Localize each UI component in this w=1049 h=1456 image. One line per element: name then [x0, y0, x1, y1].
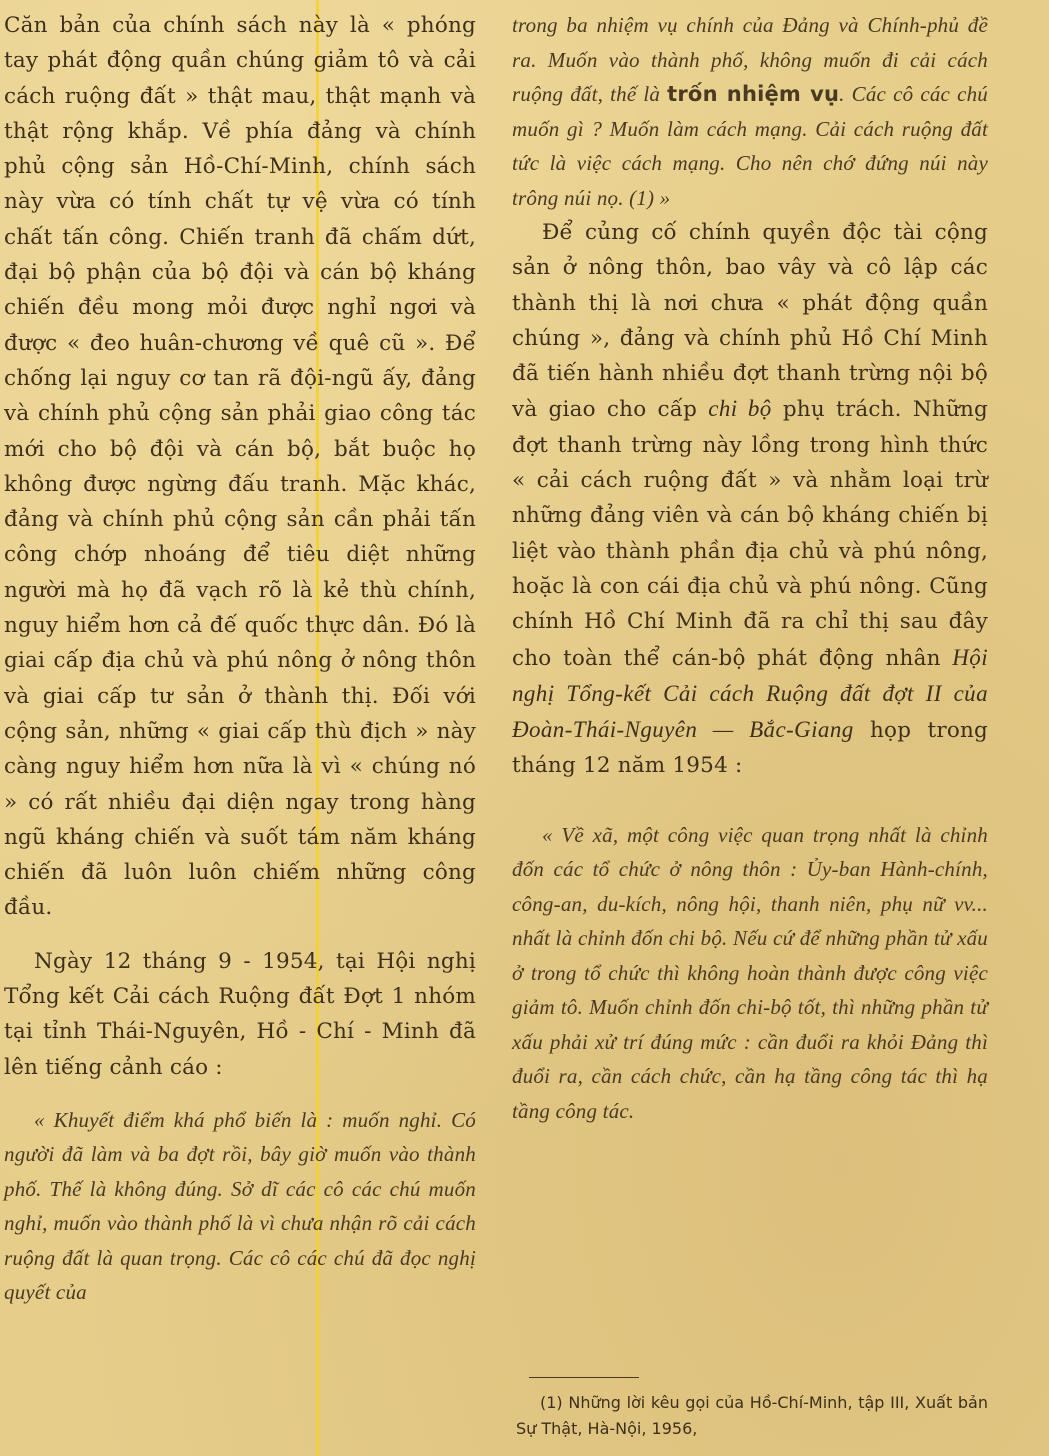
- left-paragraph-2: Ngày 12 tháng 9 - 1954, tại Hội nghị Tổng kết Cải cách Ruộng đất Đợt 1 nhóm tại tỉnh Thái-Nguyên, Hồ - Chí - Minh đã lên tiếng cảnh cáo :: [4, 948, 476, 1080]
- footnote-rule: [529, 1377, 639, 1378]
- right-p2-italic-2: Hội nghị Tổng-kết Cải cách Ruộng đất đợt II của Đoàn-Thái-Nguyên — Bắc-Giang: [512, 644, 988, 743]
- right-p2-part-e: họp trong tháng 12 năm 1954 :: [512, 718, 988, 779]
- left-paragraph-1: Căn bản của chính sách này là « phóng tay phát động quần chúng giảm tô và cải cách ruộng đất » thật mau, thật mạnh và thật rộng khắp. Về phía đảng và chính phủ cộng sản Hồ-Chí-Minh, chính sách này vừa có tính chất tự vệ vừa có tính chất tấn công. Chiến tranh đã chấm dứt, đại bộ phận của bộ đội và cán bộ kháng chiến đều mong mỏi được nghỉ ngơi và được « đeo huân-chương về quê cũ ». Để chống lại nguy cơ tan rã đội-ngũ ấy, đảng và chính phủ cộng sản phải giao công tác mới cho bộ đội và cán bộ, bắt buộc họ không được ngừng đấu tranh. Mặc khác, đảng và chính phủ cộng sản cần phải tấn công chớp nhoáng để tiêu diệt những người mà họ đã vạch rõ là kẻ thù chính, nguy hiểm hơn cả đế quốc thực dân. Đó là giai cấp địa chủ và phú nông ở nông thôn và giai cấp tư sản ở thành thị. Đối với cộng sản, những « giai cấp thù địch » này càng nguy hiểm hơn nữa là vì « chúng nó » có rất nhiều đại diện ngay trong hàng ngũ kháng chiến và suốt tám năm kháng chiến đã luôn luôn chiếm những công đầu.: [4, 13, 476, 921]
- left-column: [4, 8, 476, 1310]
- right-paragraph-2: [512, 215, 988, 784]
- right-quote-part-a: trong ba nhiệm vụ chính của Đảng và Chính-phủ đề ra. Muốn vào thành phố, không muốn đi cải cách ruộng đất, thế là: [512, 13, 988, 106]
- right-p2-part-a: Để củng cố chính quyền độc tài cộng sản ở nông thôn, bao vây và cô lập các thành thị là nơi chưa « phát động quần chúng », đảng và chính phủ Hồ Chí Minh đã tiến hành nhiều đợt thanh trừng nội bộ và giao cho cấp: [512, 220, 988, 423]
- left-quote: « Khuyết điểm khá phổ biến là : muốn nghỉ. Có người đã làm và ba đợt rồi, bây giờ muốn vào thành phố. Thế là không đúng. Sở dĩ các cô các chú muốn nghỉ, muốn vào thành phố là vì chưa nhận rõ cải cách ruộng đất là quan trọng. Các cô các chú đã đọc nghị quyết của: [4, 1107, 476, 1305]
- right-column: [512, 8, 988, 1128]
- right-quote-part-c: . Các cô các chú muốn gì ? Muốn làm cách mạng. Cải cách ruộng đất tức là việc cách mạng. Cho nên chớ đứng núi này trông núi nọ. (1) »: [512, 82, 989, 210]
- right-quote-bold: trốn nhiệm vụ: [667, 82, 840, 106]
- right-quote-2: « Về xã, một công việc quan trọng nhất là chỉnh đốn các tổ chức ở nông thôn : Ủy-ban Hành-chính, công-an, du-kích, nông hội, thanh niên, phụ nữ vv... nhất là chỉnh đốn chi bộ. Nếu cứ để những phần tử xấu ở trong tổ chức thì không hoàn thành được công việc giảm tô. Muốn chỉnh đốn chi-bộ tốt, thì những phần tử xấu phải xử trí đúng mức : cần đuổi ra khỏi Đảng thì đuổi ra, cần cách chức, cần hạ tầng công tác thì hạ tầng công tác.: [512, 822, 988, 1123]
- right-quote-continued: [512, 8, 988, 215]
- footnote: (1) Những lời kêu gọi của Hồ-Chí-Minh, tập III, Xuất bản Sự Thật, Hà-Nội, 1956,: [516, 1393, 988, 1438]
- right-p2-italic-1: chi bộ: [708, 396, 772, 422]
- right-p2-part-c: phụ trách. Những đợt thanh trừng này lồng trong hình thức « cải cách ruộng đất » và nhằm loại trừ những đảng viên và cán bộ kháng chiến bị liệt vào thành phần địa chủ và phú nông, hoặc là con cái địa chủ và phú nông. Cũng chính Hồ Chí Minh đã ra chỉ thị sau đây cho toàn thể cán-bộ phát động nhân: [512, 397, 989, 671]
